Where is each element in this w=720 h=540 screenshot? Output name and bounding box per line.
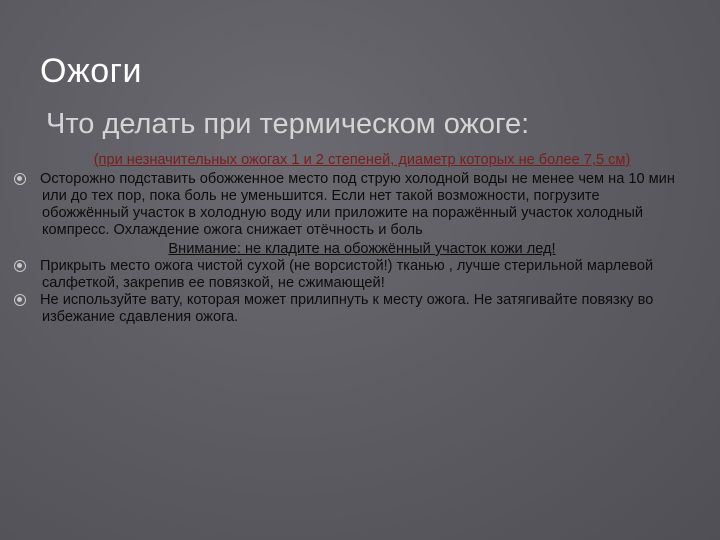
circle-bullet-icon — [14, 173, 26, 185]
bullet-paragraph-1 — [12, 171, 682, 239]
bullet-paragraph-2 — [12, 258, 682, 292]
paragraph-text: Прикрыть место ожога чистой сухой (не ворсистой!) тканью , лучше стерильной марлевой салфеткой, закрепив ее повязкой, не сжимающей! — [40, 258, 654, 291]
circle-bullet-icon — [14, 294, 26, 306]
circle-bullet-icon — [14, 260, 26, 272]
slide-subtitle: Что делать при термическом ожоге: — [46, 108, 530, 140]
slide-title: Ожоги — [40, 52, 142, 90]
paragraph-text: Не используйте вату, которая может прилипнуть к месту ожога. Не затягивайте повязку во избежание сдавления ожога. — [40, 292, 654, 325]
warning-text: Внимание: не кладите на обожжённый участок кожи лед! — [168, 241, 556, 257]
bullet-paragraph-3 — [12, 292, 682, 326]
paragraph-text: Осторожно подставить обожженное место под струю холодной воды не менее чем на 10 мин или до тех пор, пока боль не уменьшится. Если нет такой возможности, погрузите обожжённый участок в холодную воду или приложите на поражённый участок холодный компресс. Охлаждение ожога снижает отёчность и боль — [40, 171, 675, 238]
note-text: (при незначительных ожогах 1 и 2 степеней, диаметр которых не более 7,5 см) — [93, 152, 631, 168]
slide-body — [42, 152, 682, 326]
